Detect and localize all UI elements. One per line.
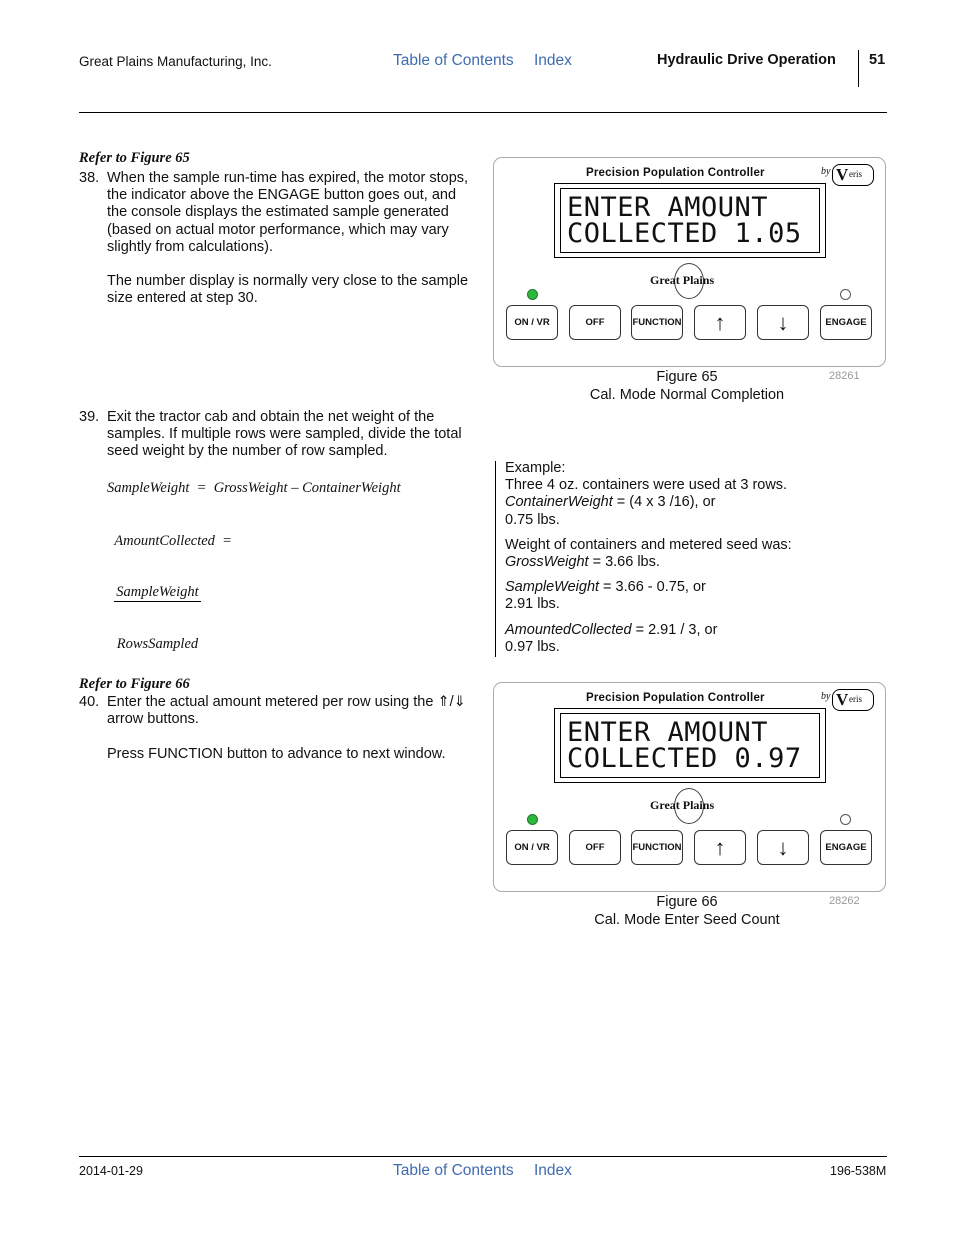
example-title: Example: <box>505 460 566 476</box>
on-indicator-led <box>527 289 538 300</box>
step-38-note: The number display is normally very close to the sample size entered at step 30. <box>107 273 469 307</box>
great-plains-logo: Great Plains <box>650 273 715 287</box>
by-label: by <box>821 691 831 702</box>
header-toc-link[interactable]: Table of Contents <box>393 52 514 69</box>
gross-weight-expr: = 3.66 lbs. <box>588 554 660 571</box>
lcd-bezel <box>554 183 826 258</box>
example-side-rule <box>495 461 496 657</box>
step-40-note: Press FUNCTION button to advance to next window. <box>107 746 446 762</box>
engage-indicator-led <box>840 289 851 300</box>
off-button[interactable]: OFF <box>569 830 621 865</box>
figure-66-number: Figure 66 <box>656 894 718 910</box>
veris-text: eris <box>849 169 862 179</box>
example-line-2 <box>505 494 835 511</box>
console-title: Precision Population Controller <box>586 692 765 704</box>
example-line-8 <box>505 622 835 639</box>
veris-logo <box>832 164 874 186</box>
engage-button[interactable]: ENGAGE <box>820 305 872 340</box>
lcd-line-1: ENTER AMOUNT <box>567 192 769 223</box>
step-39-text: Exit the tractor cab and obtain the net weight of the samples. If multiple rows were sampled, divide the total seed weight by the number of row sampled. <box>107 409 462 460</box>
figure-66-console <box>493 682 886 892</box>
equation-amount-collected <box>107 516 232 687</box>
step-38-text: When the sample run-time has expired, the motor stops, the indicator above the ENGAGE button goes out, and the console displays the estimated sample generated (based on actual motor performance, which may vary slightly from calculations). <box>107 170 469 255</box>
function-button[interactable]: FUNCTION <box>631 305 683 340</box>
footer-rule <box>79 1156 887 1157</box>
container-weight-expr: = (4 x 3 /16), or <box>612 494 716 511</box>
by-label: by <box>821 166 831 177</box>
equation-fraction <box>114 550 200 687</box>
veris-v-glyph: V <box>836 690 849 709</box>
equation-sample-weight: SampleWeight = GrossWeight – ContainerWeight <box>107 480 401 496</box>
example-line-5 <box>505 554 835 571</box>
off-button[interactable]: OFF <box>569 305 621 340</box>
down-arrow-button[interactable]: ↓ <box>757 830 809 865</box>
lcd-line-2: COLLECTED 1.05 <box>567 218 802 249</box>
engage-indicator-led <box>840 814 851 825</box>
on-vr-button[interactable]: ON / VR <box>506 305 558 340</box>
header-index-link[interactable]: Index <box>534 52 572 69</box>
sample-weight-expr: = 3.66 - 0.75, or <box>599 579 706 596</box>
great-plains-logo: Great Plains <box>650 798 715 812</box>
lcd-screen <box>560 713 820 778</box>
engage-button[interactable]: ENGAGE <box>820 830 872 865</box>
veris-v-glyph: V <box>836 165 849 184</box>
footer-date: 2014-01-29 <box>79 1164 143 1178</box>
example-line-3: 0.75 lbs. <box>505 511 560 528</box>
on-indicator-led <box>527 814 538 825</box>
console-title: Precision Population Controller <box>586 167 765 179</box>
figure-66-id: 28262 <box>829 895 860 907</box>
header-rule <box>79 112 887 113</box>
step-40-text: Enter the actual amount metered per row using the ⇑/⇓ arrow buttons. <box>107 694 466 728</box>
amount-collected-var: AmountedCollected <box>505 621 632 638</box>
step-39 <box>79 409 479 469</box>
footer-doc-number: 196-538M <box>830 1164 887 1178</box>
sample-weight-var: SampleWeight <box>505 579 600 596</box>
footer-toc-link[interactable]: Table of Contents <box>393 1162 514 1179</box>
figure-66-title: Cal. Mode Enter Seed Count <box>594 911 780 928</box>
veris-logo <box>832 689 874 711</box>
example-line-9: 0.97 lbs. <box>505 638 560 655</box>
example-line-6 <box>505 579 835 596</box>
figure-65-console <box>493 157 886 367</box>
figure-65-title: Cal. Mode Normal Completion <box>589 386 785 403</box>
lcd-line-1: ENTER AMOUNT <box>567 717 769 748</box>
figure-65-id: 28261 <box>829 370 860 382</box>
function-button[interactable]: FUNCTION <box>631 830 683 865</box>
fraction-denominator: RowsSampled <box>116 636 199 653</box>
step-40-number: 40. <box>79 694 100 710</box>
refer-figure-66: Refer to Figure 66 <box>79 676 190 692</box>
footer-index-link[interactable]: Index <box>534 1162 572 1179</box>
figure-65-number: Figure 65 <box>656 369 718 385</box>
gross-weight-var: GrossWeight <box>505 554 589 571</box>
example-box <box>505 460 835 656</box>
example-line-7: 2.91 lbs. <box>505 596 560 613</box>
lcd-bezel <box>554 708 826 783</box>
down-arrow-button[interactable]: ↓ <box>757 305 809 340</box>
figure-66-caption <box>493 894 881 929</box>
refer-figure-65: Refer to Figure 65 <box>79 150 190 166</box>
on-vr-button[interactable]: ON / VR <box>506 830 558 865</box>
lcd-line-2: COLLECTED 0.97 <box>567 743 802 774</box>
fraction-numerator: SampleWeight <box>116 584 199 601</box>
header-company: Great Plains Manufacturing, Inc. <box>79 54 272 69</box>
example-line-4: Weight of containers and metered seed was: <box>505 536 792 553</box>
example-line-1: Three 4 oz. containers were used at 3 rows. <box>505 477 788 494</box>
equation-lhs: AmountCollected = <box>114 533 232 550</box>
figure-65-caption <box>493 369 881 404</box>
container-weight-var: ContainerWeight <box>505 494 613 511</box>
header-divider <box>858 50 859 87</box>
page-number: 51 <box>869 52 886 68</box>
amount-collected-expr: = 2.91 / 3, or <box>631 621 718 638</box>
header-section-title: Hydraulic Drive Operation <box>657 52 836 68</box>
veris-text: eris <box>849 694 862 704</box>
step-38 <box>79 170 479 310</box>
up-arrow-button[interactable]: ↑ <box>694 305 746 340</box>
step-40 <box>79 694 479 774</box>
up-arrow-button[interactable]: ↑ <box>694 830 746 865</box>
lcd-screen <box>560 188 820 253</box>
step-38-number: 38. <box>79 170 100 186</box>
step-39-number: 39. <box>79 409 100 425</box>
